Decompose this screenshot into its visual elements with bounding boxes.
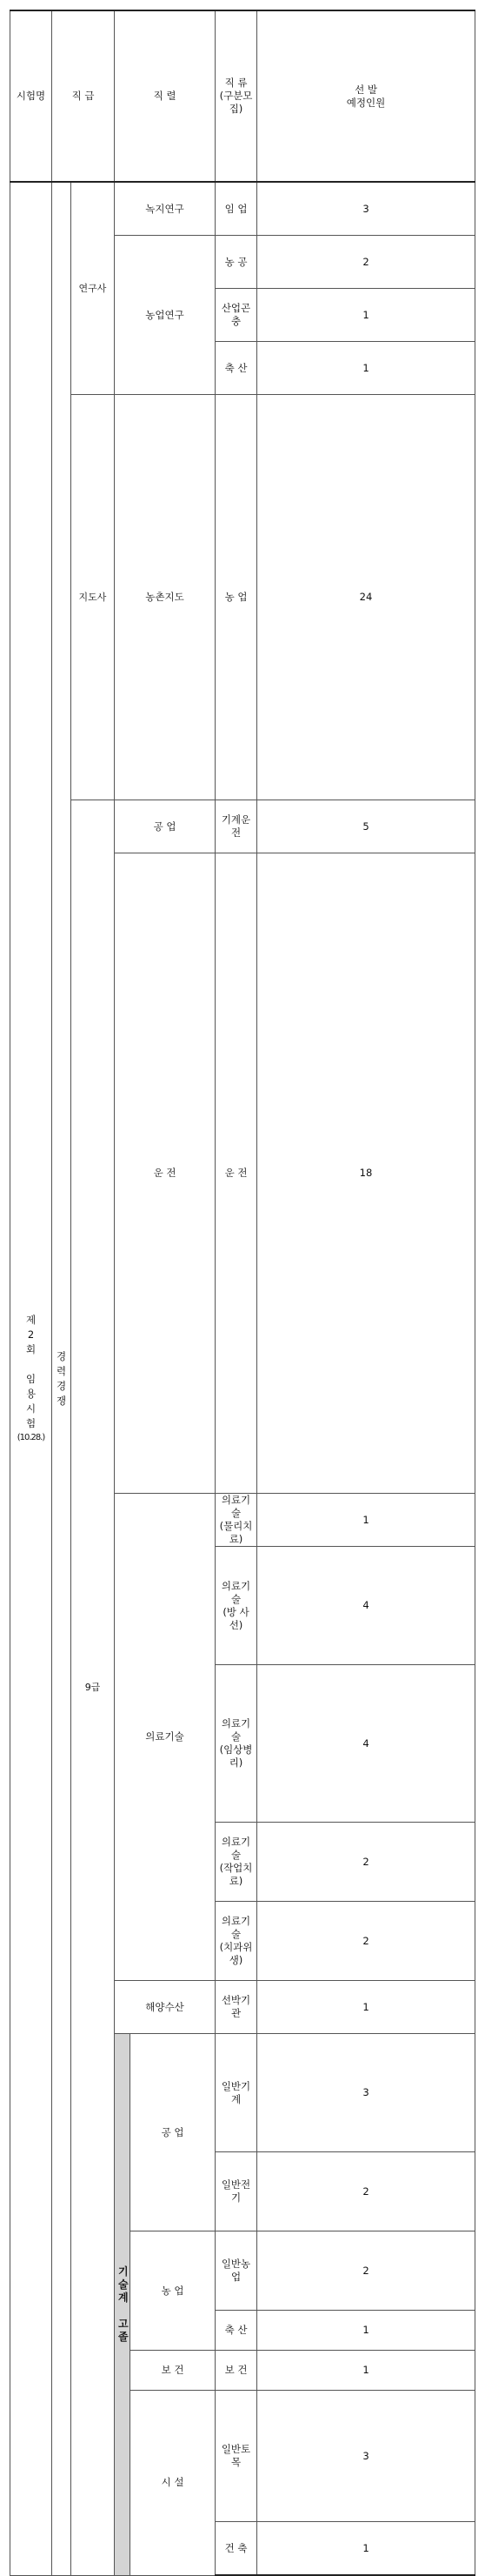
header-series: 직 렬 (115, 10, 216, 182)
count-cell: 2 (257, 1902, 475, 1981)
category-label: 농 업 (224, 591, 248, 603)
category-cell (216, 1823, 257, 1902)
series-cell: 의료기술 (115, 1494, 216, 1981)
table-row (10, 800, 475, 853)
category-cell (216, 2522, 257, 2576)
tech-facility: 시 설 (130, 2391, 216, 2576)
count-cell: 2 (257, 236, 475, 289)
exam-name-cell (10, 182, 52, 2575)
category-label: 산업곤충 (221, 302, 251, 327)
count-cell: 2 (257, 1823, 475, 1902)
series-cell: 농업연구 (115, 236, 216, 395)
category-label: 일반토목 (221, 2443, 251, 2468)
category-label: 축 산 (224, 2324, 248, 2336)
category-label: 운 전 (224, 1167, 248, 1179)
category-label: 의료기술 (221, 1494, 251, 1519)
tech-agriculture: 농 업 (130, 2231, 216, 2351)
header-category (216, 10, 257, 182)
category-cell (216, 1494, 257, 1547)
count-cell: 4 (257, 1665, 475, 1823)
category-label: 축 산 (224, 361, 248, 374)
category-label: 의료기술 (221, 1915, 251, 1940)
count-cell: 1 (257, 342, 475, 395)
count-cell: 3 (257, 2391, 475, 2522)
category-cell (216, 395, 257, 800)
category-cell (216, 853, 257, 1494)
header-count (257, 10, 475, 182)
category-cell (216, 800, 257, 853)
header-exam-name: 시험명 (10, 10, 52, 182)
tech-industry: 공 업 (130, 2034, 216, 2231)
count-cell: 4 (257, 1547, 475, 1665)
exam-date: (10.28.) (17, 1433, 45, 1443)
category-cell (216, 1547, 257, 1665)
count-cell: 2 (257, 2152, 475, 2231)
count-cell: 24 (257, 395, 475, 800)
category-cell (216, 1902, 257, 1981)
series-cell: 해양수산 (115, 1981, 216, 2034)
header-category-label: 직 류 (224, 77, 248, 89)
category-label: 일반기계 (221, 2079, 251, 2105)
category-cell (216, 342, 257, 395)
grade-9: 9급 (71, 800, 115, 2576)
category-label: 선박기관 (221, 1994, 251, 2019)
count-cell: 1 (257, 1494, 475, 1547)
tech-group-label (115, 2034, 130, 2576)
category-label: 의료기술 (221, 1836, 251, 1861)
header-count-top: 선 발 (355, 83, 377, 96)
category-label: 보 건 (224, 2364, 248, 2376)
table-row (10, 182, 475, 236)
grade-advisor: 지도사 (71, 395, 115, 800)
category-label: 의료기술 (221, 1717, 251, 1743)
table-row (10, 395, 475, 800)
category-label: 농 공 (224, 255, 248, 268)
count-cell: 5 (257, 800, 475, 853)
series-cell: 녹지연구 (115, 182, 216, 236)
exam-type-cell (52, 182, 71, 2575)
category-sub-label: (물리치료) (219, 1520, 253, 1545)
tech-group-text: 기 술 계 고 졸 (118, 2265, 129, 2343)
category-cell (216, 182, 257, 236)
category-sub-label: (치과위생) (219, 1941, 253, 1966)
category-cell (216, 2231, 257, 2311)
category-sub-label: (작업치료) (219, 1862, 253, 1887)
category-cell (216, 2391, 257, 2522)
category-cell (216, 1981, 257, 2034)
count-cell: 1 (257, 1981, 475, 2034)
category-cell (216, 1665, 257, 1823)
tech-health: 보 건 (130, 2351, 216, 2391)
count-cell: 18 (257, 853, 475, 1494)
exam-name-vertical: 제 2 회 임 용 시 험 (25, 1314, 37, 1430)
header-grade: 직 급 (52, 10, 115, 182)
header-count-bottom: 예정인원 (346, 96, 386, 109)
category-label: 기계운전 (221, 813, 251, 839)
category-sub-label: (방 사 선) (223, 1605, 249, 1631)
count-cell: 1 (257, 2351, 475, 2391)
category-cell (216, 2311, 257, 2351)
category-cell (216, 2034, 257, 2152)
count-cell: 2 (257, 2231, 475, 2311)
category-label: 일반농업 (221, 2258, 251, 2283)
header-category-sub: (구분모집) (219, 90, 253, 115)
category-label: 의료기술 (221, 1579, 251, 1605)
recruitment-table (10, 10, 475, 2576)
count-cell: 1 (257, 2522, 475, 2576)
series-cell: 운 전 (115, 853, 216, 1494)
category-cell (216, 236, 257, 289)
category-cell (216, 2351, 257, 2391)
category-sub-label: (임상병리) (219, 1743, 253, 1769)
document-page (10, 10, 475, 2576)
series-cell: 공 업 (115, 800, 216, 853)
series-cell: 농촌지도 (115, 395, 216, 800)
grade-researcher: 연구사 (71, 182, 115, 395)
count-cell: 3 (257, 2034, 475, 2152)
count-cell: 1 (257, 289, 475, 342)
category-label: 건 축 (224, 2541, 248, 2554)
category-cell (216, 2152, 257, 2231)
category-cell (216, 289, 257, 342)
count-cell: 1 (257, 2311, 475, 2351)
header-row (10, 10, 475, 182)
exam-type-vertical: 경 력 경 쟁 (56, 1349, 67, 1407)
category-label: 일반전기 (221, 2178, 251, 2204)
category-label: 임 업 (224, 202, 248, 215)
count-cell: 3 (257, 182, 475, 236)
